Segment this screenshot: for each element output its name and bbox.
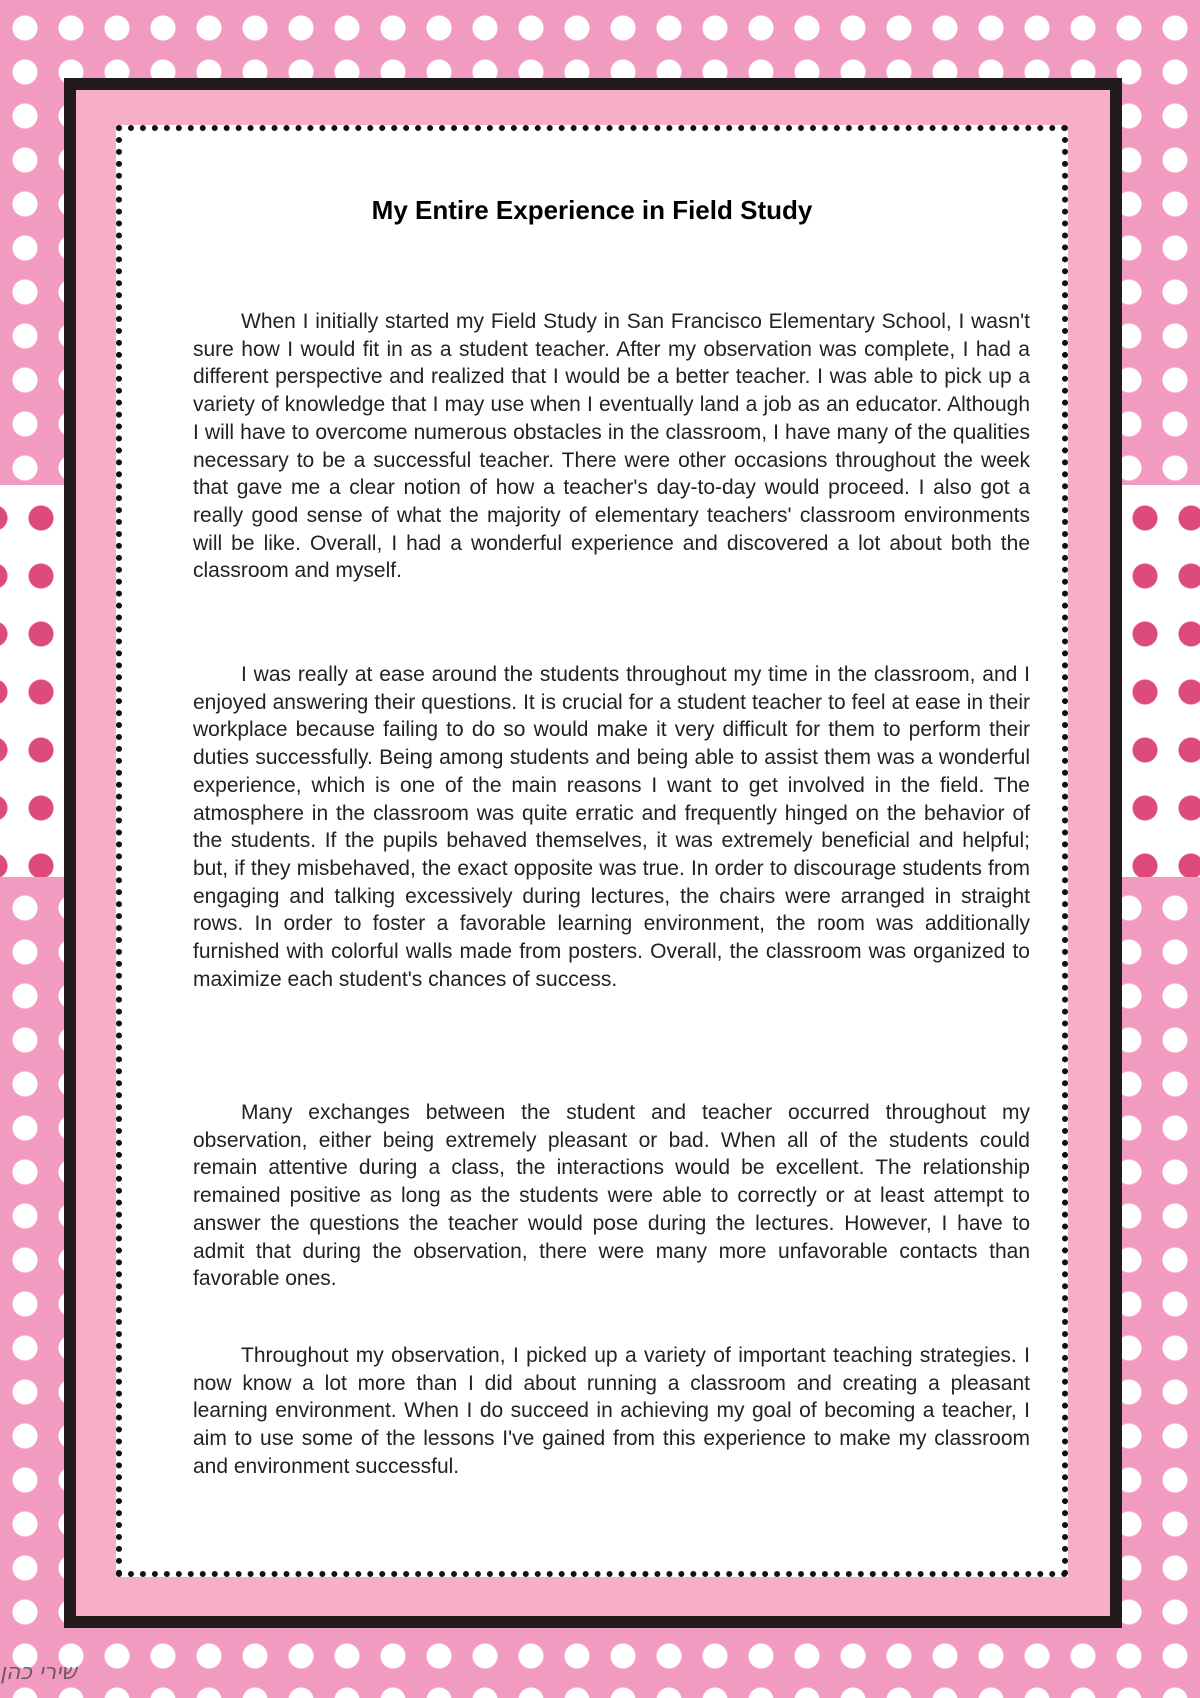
paragraph-2: I was really at ease around the students throughout my time in the classroom, and I enjoyed answering their questions. It is crucial for a student teacher to feel at ease in their workplace because failing to do so would make it very difficult for them to perform their duties successfully. Being among students and being able to assist them was a wonderful experience, which is one of the main reasons I want to get involved in the field. The atmosphere in the classroom was quite erratic and frequently hinged on the behavior of the students. If the pupils behaved themselves, it was extremely beneficial and helpful; but, if they misbehaved, the exact opposite was true. In order to discourage students from engaging and talking excessively during lectures, the chairs were arranged in straight rows. In order to foster a favorable learning environment, the room was additionally furnished with colorful walls made from posters. Overall, the classroom was organized to maximize each student's chances of success. [193, 663, 1030, 991]
paragraph-1: When I initially started my Field Study in San Francisco Elementary School, I wasn't sure how I would fit in as a student teacher. After my observation was complete, I had a different perspective and realized that I would be a better teacher. I was able to pick up a variety of knowledge that I may use when I eventually land a job as an educator. Although I will have to overcome numerous obstacles in the classroom, I have many of the qualities necessary to be a successful teacher. There were other occasions throughout the week that gave me a clear notion of how a teacher's day-to-day would proceed. I also got a really good sense of what the majority of elementary teachers' classroom environments will be like. Overall, I had a wonderful experience and discovered a lot about both the classroom and myself. [193, 310, 1030, 583]
page-frame [64, 78, 1122, 1628]
paragraph-4: Throughout my observation, I picked up a variety of important teaching strategies. I now know a lot more than I did about running a classroom and creating a pleasant learning environment. When I do succeed in achieving my goal of becoming a teacher, I aim to use some of the lessons I've gained from this experience to make my classroom and environment successful. [193, 1344, 1030, 1478]
document-title: My Entire Experience in Field Study [371, 195, 813, 225]
signature-watermark: שירי כהן [0, 1660, 77, 1685]
paragraph-3: Many exchanges between the student and teacher occurred throughout my observation, either being extremely pleasant or bad. When all of the students could remain attentive during a class, the interactions would be excellent. The relationship remained positive as long as the students were able to correctly or at least attempt to answer the questions the teacher would pose during the lectures. However, I have to admit that during the observation, there were many more unfavorable contacts than favorable ones. [193, 1101, 1030, 1291]
document-paper [116, 125, 1068, 1577]
